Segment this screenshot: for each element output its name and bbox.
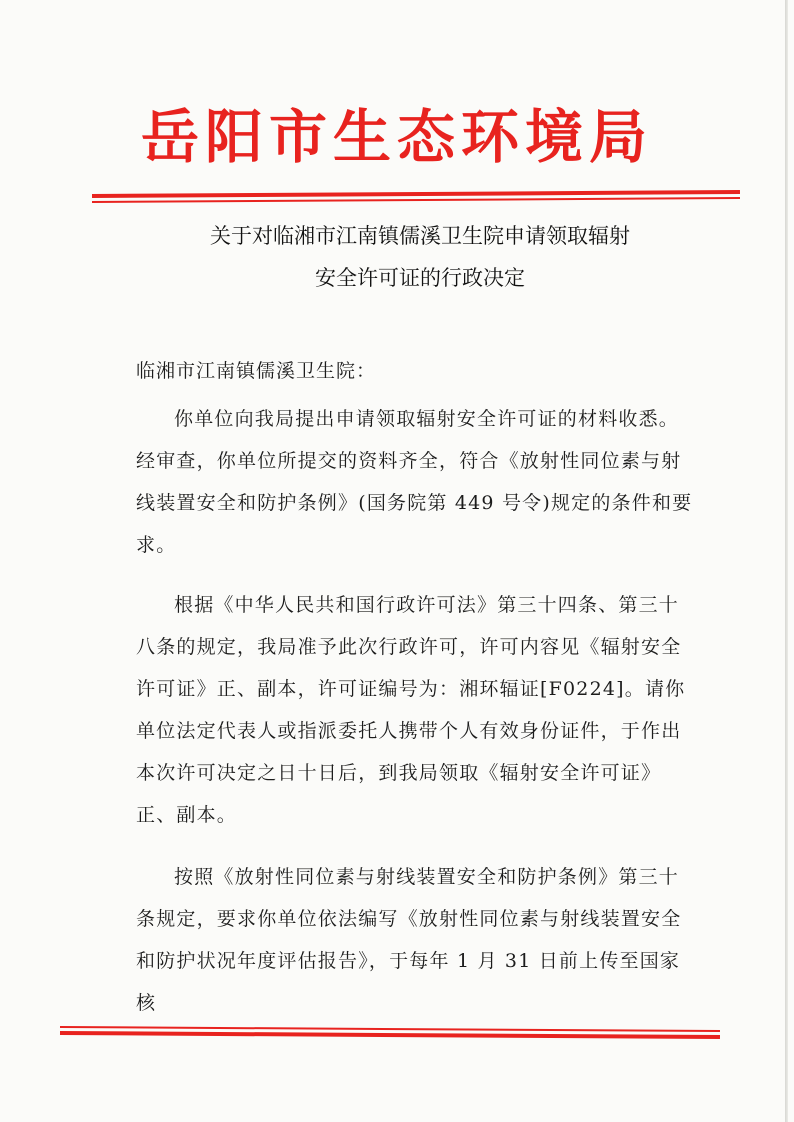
body-paragraph-3: 按照《放射性同位素与射线装置安全和防护条例》第三十条规定，要求你单位依法编写《放射性同位素与射线装置安全和防护状况年度评估报告》，于每年 1 月 31 日前上传至国家核 bbox=[136, 866, 682, 1014]
footer-rule-thick bbox=[60, 1031, 720, 1039]
header-rule-thin bbox=[92, 197, 740, 202]
document-title-line1: 关于对临湘市江南镇儒溪卫生院申请领取辐射 bbox=[210, 224, 630, 248]
body-paragraph-1: 你单位向我局提出申请领取辐射安全许可证的材料收悉。经审查，你单位所提交的资料齐全，符合《放射性同位素与射线装置安全和防护条例》(国务院第 449 号令)规定的条件和要求。 bbox=[136, 408, 693, 556]
agency-masthead: 岳阳市生态环境局 bbox=[140, 103, 653, 171]
document-title-line2: 安全许可证的行政决定 bbox=[315, 266, 525, 290]
addressee: 临湘市江南镇儒溪卫生院： bbox=[136, 360, 377, 382]
body-paragraph-2: 根据《中华人民共和国行政许可法》第三十四条、第三十八条的规定，我局准予此次行政许可，许可内容见《辐射安全许可证》正、副本，许可证编号为：湘环辐证[F0224]。请你单位法定代表人或指派委托人携带个人有效身份证件，于作出本次许可决定之日十日后，到我局领取《辐射安全许可证》正、副本。 bbox=[136, 594, 686, 826]
